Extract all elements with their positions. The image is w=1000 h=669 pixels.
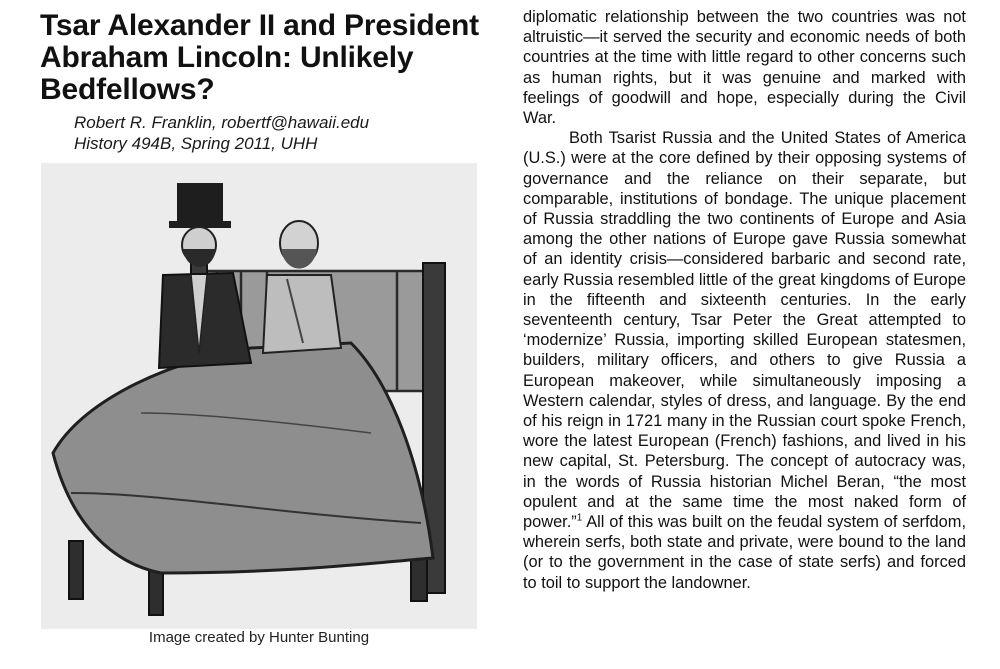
title-line-1: Tsar Alexander II and President [40, 9, 479, 42]
paragraph-2-end: All of this was built on the feudal system of serfdom, wherein serfs, both state and private, were bound to the land (or to the government in the case of state serfs) and forced to toil to support the landowner. [523, 513, 966, 592]
byline [74, 112, 490, 154]
course-line: History 494B, Spring 2011, UHH [74, 134, 318, 153]
figure-caption: Image created by Hunter Bunting [148, 629, 370, 646]
illustration [41, 163, 477, 629]
author-line: Robert R. Franklin, robertf@hawaii.edu [74, 113, 370, 132]
title-line-3: Bedfellows? [40, 73, 215, 106]
body-text [523, 7, 966, 593]
paragraph-1: diplomatic relationship between the two countries was not altruistic—it served the security and economic needs of both countries at the time with little regard to other concerns such as human rights, but it was genuine and marked with feelings of goodwill and hope, especially during the Civil War. [523, 8, 966, 128]
article-title [40, 10, 490, 106]
paragraph-2-text: Both Tsarist Russia and the United States of America (U.S.) were at the core defined by their opposing systems of governance and the reliance on their separate, but comparable, institutions of bondage. The unique placement of Russia straddling the two continents of Europe and Asia among the other nations of Europe gave Russia somewhat of an identity crisis—considered barbaric and second rate, early Russia resembled little of the great kingdoms of Europe in the fifteenth and sixteenth centuries. In the early seventeenth century, Tsar Peter the Great attempted to ‘modernize’ Russia, importing skilled European statesmen, builders, military officers, and others to give Russia a European makeover, while simultaneously imposing a Western calendar, styles of dress, and language. By the end of his reign in 1721 many in the Russian court spoke French, wore the latest European (French) fashions, and lived in his new capital, St. Petersburg. The concept of autocracy was, in the words of Russia historian Michel Beran, “the most opulent and at the same time the most naked form of power.” [523, 129, 966, 532]
title-line-2: Abraham Lincoln: Unlikely [40, 41, 414, 74]
title-block [40, 10, 490, 154]
paragraph-2 [523, 128, 966, 593]
bed-drawing [41, 163, 477, 629]
footnote-marker[interactable]: 1 [576, 512, 583, 524]
